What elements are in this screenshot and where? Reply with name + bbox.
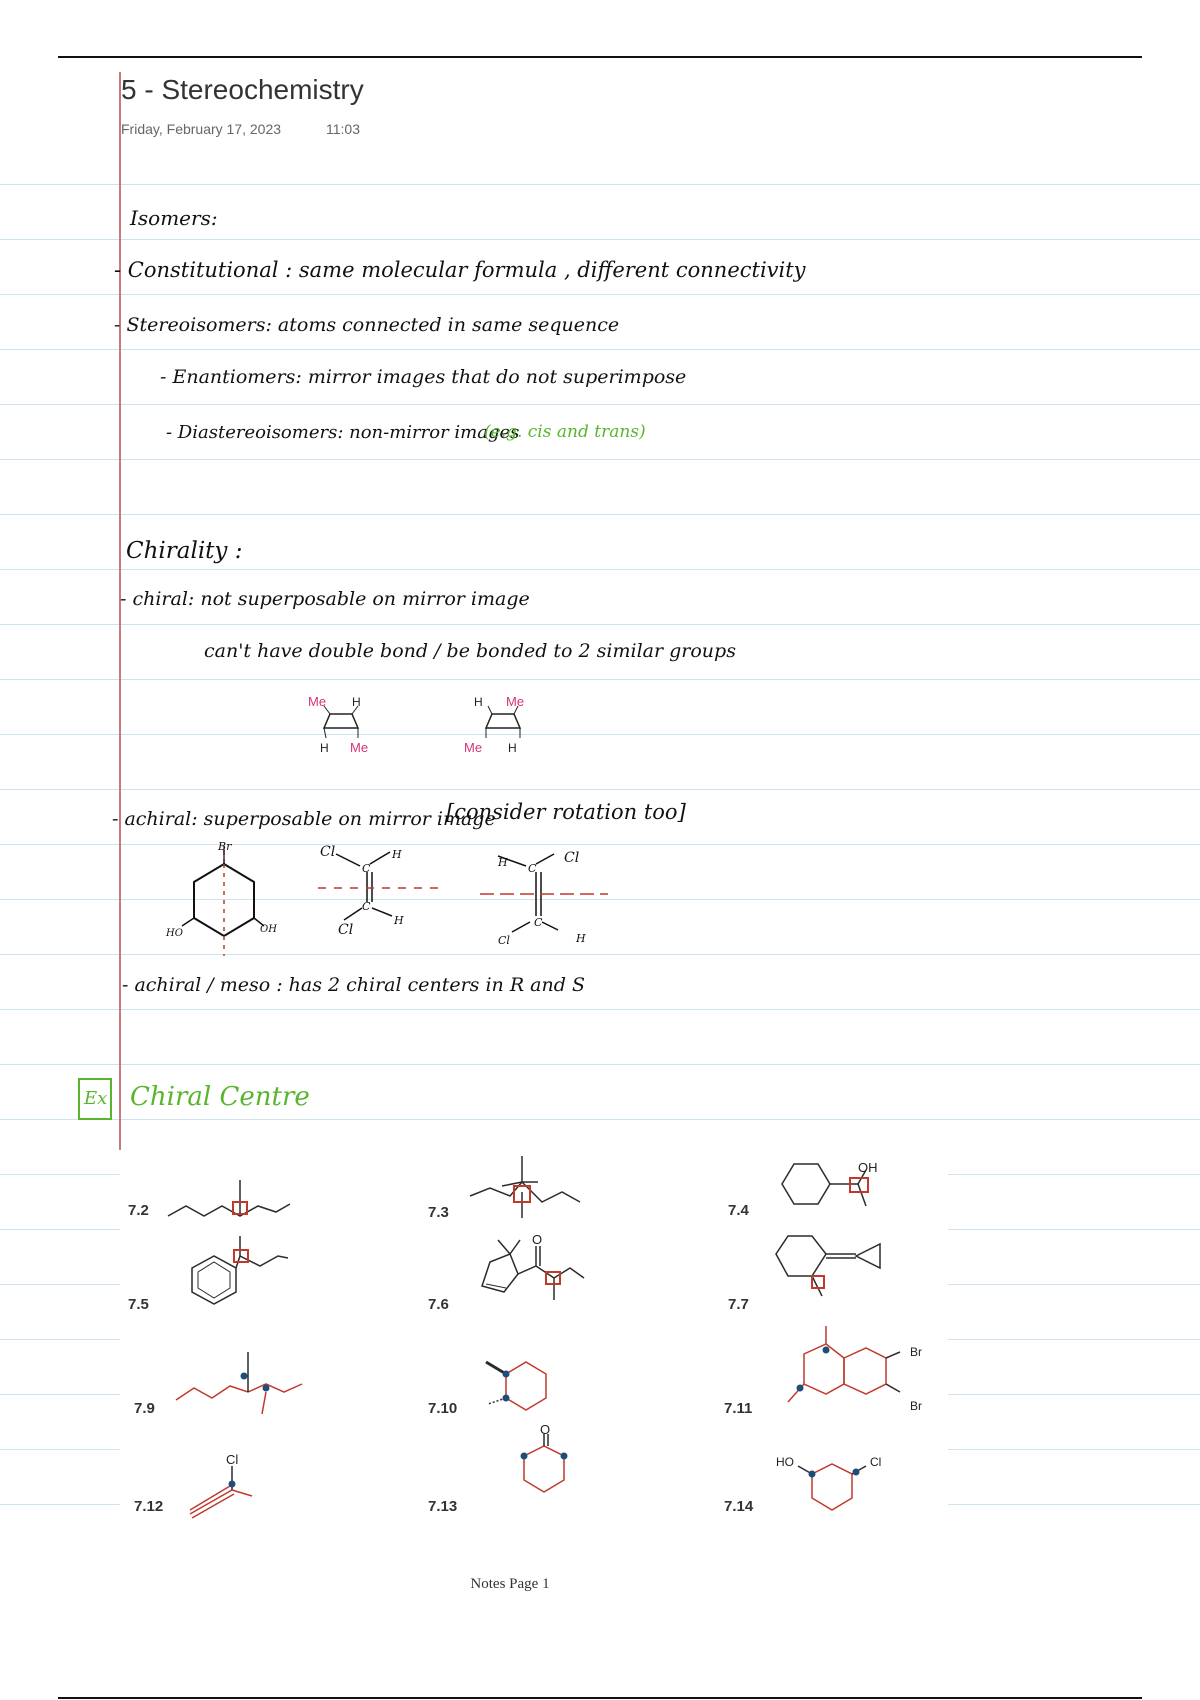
molecule-7-2 [164, 1172, 294, 1222]
molecule-7-4 [766, 1160, 906, 1240]
stereoisomers-note: - Stereoisomers: atoms connected in same sequence [114, 314, 620, 336]
page-time: 11:03 [326, 121, 360, 137]
achiral-note: - achiral: superposable on mirror image [112, 808, 496, 830]
molecule-7-12 [180, 1452, 280, 1522]
molecule-7-12-cl: Cl [226, 1452, 239, 1467]
molecule-7-11-br2: Br [910, 1399, 922, 1413]
molecule-7-14-ho: HO [776, 1455, 794, 1469]
ring-diagram-left [300, 692, 390, 762]
problem-label-7-3: 7.3 [428, 1204, 449, 1221]
sketch-alkene1-br: H [394, 914, 404, 927]
sketch-alkene1-tl: Cl [320, 844, 336, 860]
molecule-7-13 [494, 1422, 594, 1522]
page-date: Friday, February 17, 2023 [121, 121, 282, 137]
problem-label-7-13: 7.13 [428, 1498, 458, 1515]
enantiomers-note: - Enantiomers: mirror images that do not superimpose [160, 366, 687, 388]
molecule-7-13-o: O [540, 1422, 551, 1437]
diastereomers-note: - Diastereoisomers: non-mirror images [166, 422, 520, 443]
ring-left-top-right: H [352, 695, 361, 709]
isomers-heading: Isomers: [130, 206, 218, 230]
sketch-alkene2-tl: H [498, 856, 508, 869]
problem-label-7-14: 7.14 [724, 1498, 754, 1515]
problem-label-7-2: 7.2 [128, 1202, 149, 1219]
page-footer: Notes Page 1 [470, 1576, 550, 1592]
sketch-cyclohexane [160, 842, 290, 962]
problem-label-7-6: 7.6 [428, 1296, 449, 1313]
achiral-subnote: [consider rotation too] [446, 800, 686, 824]
molecule-7-3 [462, 1152, 602, 1222]
problem-label-7-7: 7.7 [728, 1296, 749, 1313]
problem-label-7-5: 7.5 [128, 1296, 149, 1313]
ring-left-top-left: Me [308, 694, 327, 709]
molecule-7-5 [168, 1234, 298, 1314]
ring-right-top-right: Me [506, 694, 525, 709]
sketch-alkene2-c-bot: C [534, 916, 543, 929]
molecule-7-7 [768, 1232, 908, 1322]
problem-label-7-10: 7.10 [428, 1400, 458, 1417]
sketch-alkene1-c-top: C [362, 862, 371, 875]
sketch-ring-right: OH [260, 924, 277, 935]
molecule-7-14 [776, 1450, 906, 1530]
sketch-alkene-one [314, 842, 454, 952]
example-heading: Chiral Centre [130, 1082, 310, 1112]
ring-right-bottom-right: H [508, 741, 517, 755]
margin-line [119, 72, 121, 1150]
constitutional-note: - Constitutional : same molecular formula , different connectivity [114, 258, 806, 282]
ring-right-bottom-left: Me [464, 740, 483, 755]
ring-diagram-right [464, 692, 554, 762]
sketch-alkene2-tr: Cl [564, 850, 580, 866]
ring-right-top-left: H [474, 695, 483, 709]
molecule-7-10 [478, 1350, 578, 1430]
problem-label-7-11: 7.11 [724, 1400, 753, 1417]
molecule-7-4-oh: OH [858, 1160, 878, 1175]
sketch-alkene-two [478, 842, 618, 952]
molecule-7-6 [470, 1232, 610, 1312]
page-title: 5 - Stereochemistry [121, 74, 364, 105]
molecule-7-11 [774, 1322, 934, 1432]
problem-label-7-4: 7.4 [728, 1202, 749, 1219]
molecule-7-6-o: O [532, 1232, 543, 1247]
problem-label-7-9: 7.9 [134, 1400, 155, 1417]
molecule-7-14-cl: Cl [870, 1455, 882, 1469]
top-rule [58, 56, 1142, 58]
sketch-alkene1-tr: H [392, 848, 402, 861]
meso-note: - achiral / meso : has 2 chiral centers in R and S [122, 974, 585, 996]
molecule-7-11-br1: Br [910, 1345, 922, 1359]
chiral-note: - chiral: not superposable on mirror image [120, 588, 530, 610]
sketch-alkene2-bl: Cl [498, 934, 510, 947]
chirality-heading: Chirality : [126, 538, 243, 564]
ring-left-bottom-left: H [320, 741, 329, 755]
sketch-alkene1-c-bot: C [362, 900, 371, 913]
diastereomers-example: (e.g. cis and trans) [484, 422, 646, 442]
sketch-ring-top: Br [218, 840, 232, 853]
bottom-rule [58, 1697, 1142, 1699]
sketch-alkene1-bl: Cl [338, 922, 354, 938]
ring-left-bottom-right: Me [350, 740, 369, 755]
problem-label-7-12: 7.12 [134, 1498, 164, 1515]
example-box [78, 1078, 112, 1120]
sketch-ring-left: HO [166, 928, 183, 939]
molecule-7-9 [172, 1348, 322, 1428]
sketch-alkene2-c-top: C [528, 862, 537, 875]
example-box-label: Ex [84, 1088, 108, 1109]
chiral-subnote: can't have double bond / be bonded to 2 similar groups [204, 640, 736, 662]
sketch-alkene2-br: H [576, 932, 586, 945]
